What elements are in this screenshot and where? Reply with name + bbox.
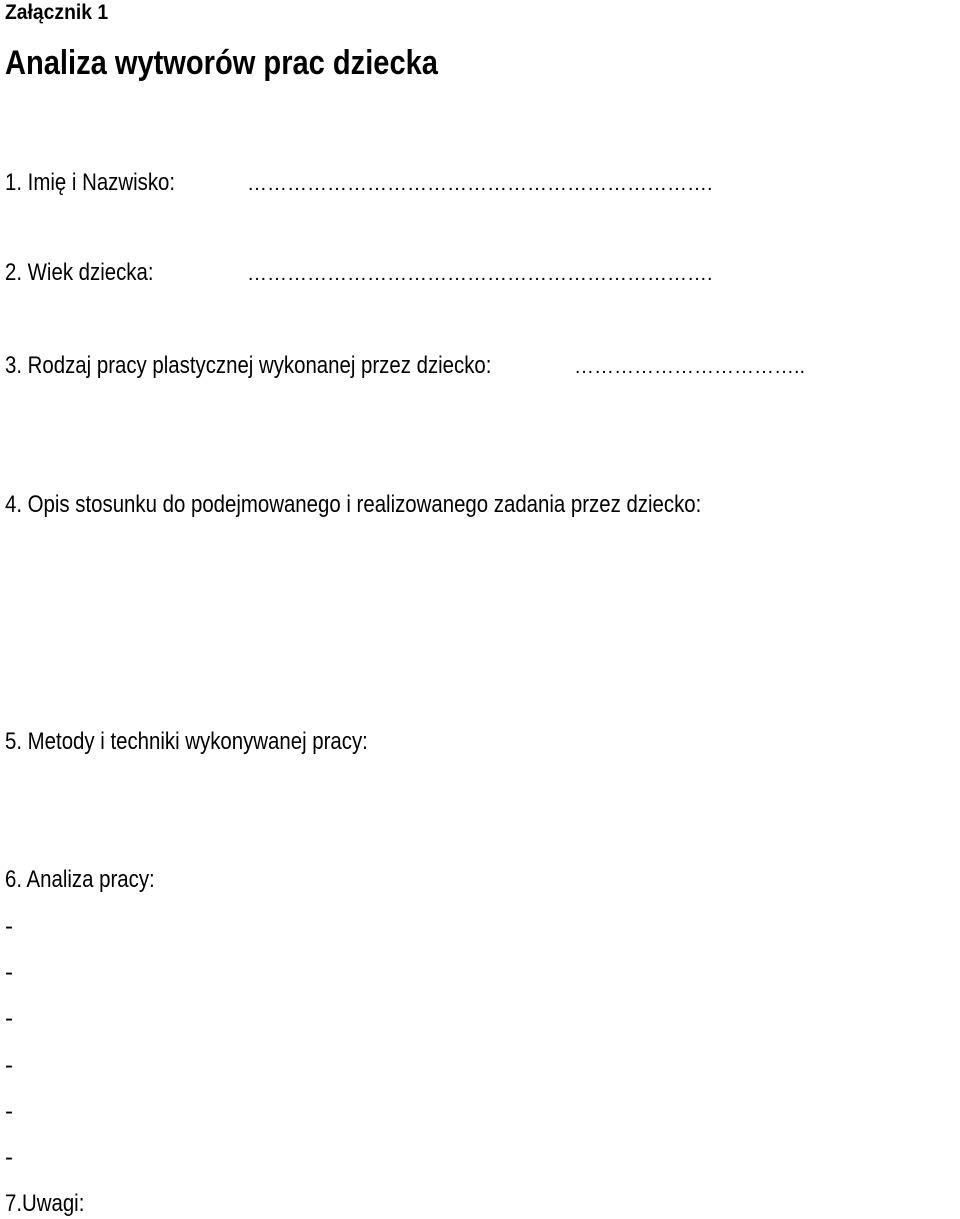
analysis-bullet[interactable]: - — [5, 1005, 13, 1032]
field-attitude-area[interactable] — [5, 530, 945, 690]
field-remarks-label: 7.Uwagi: — [5, 1190, 85, 1217]
field-analysis-label: 6. Analiza pracy: — [5, 866, 155, 893]
analysis-bullet[interactable]: - — [5, 1098, 13, 1125]
analysis-bullet[interactable]: - — [5, 1052, 13, 1079]
field-name-label: 1. Imię i Nazwisko: — [5, 169, 176, 196]
field-age-blank[interactable]: ……………………………………………………………. — [247, 263, 713, 285]
field-attitude-label: 4. Opis stosunku do podejmowanego i realizowanego zadania przez dziecko: — [5, 491, 702, 518]
page-title: Analiza wytworów prac dziecka — [5, 44, 438, 82]
analysis-bullet[interactable]: - — [5, 959, 13, 986]
field-methods-area[interactable] — [5, 765, 945, 855]
annex-label: Załącznik 1 — [5, 1, 109, 24]
field-name-blank[interactable]: ……………………………………………………………. — [247, 173, 713, 195]
field-artwork-type-label: 3. Rodzaj pracy plastycznej wykonanej przez dziecko: — [5, 352, 492, 379]
field-age-label: 2. Wiek dziecka: — [5, 259, 154, 286]
field-methods-label: 5. Metody i techniki wykonywanej pracy: — [5, 728, 368, 755]
analysis-bullet[interactable]: - — [5, 913, 13, 940]
analysis-bullet[interactable]: - — [5, 1144, 13, 1171]
field-artwork-type-blank[interactable]: …………………………….. — [574, 356, 806, 378]
